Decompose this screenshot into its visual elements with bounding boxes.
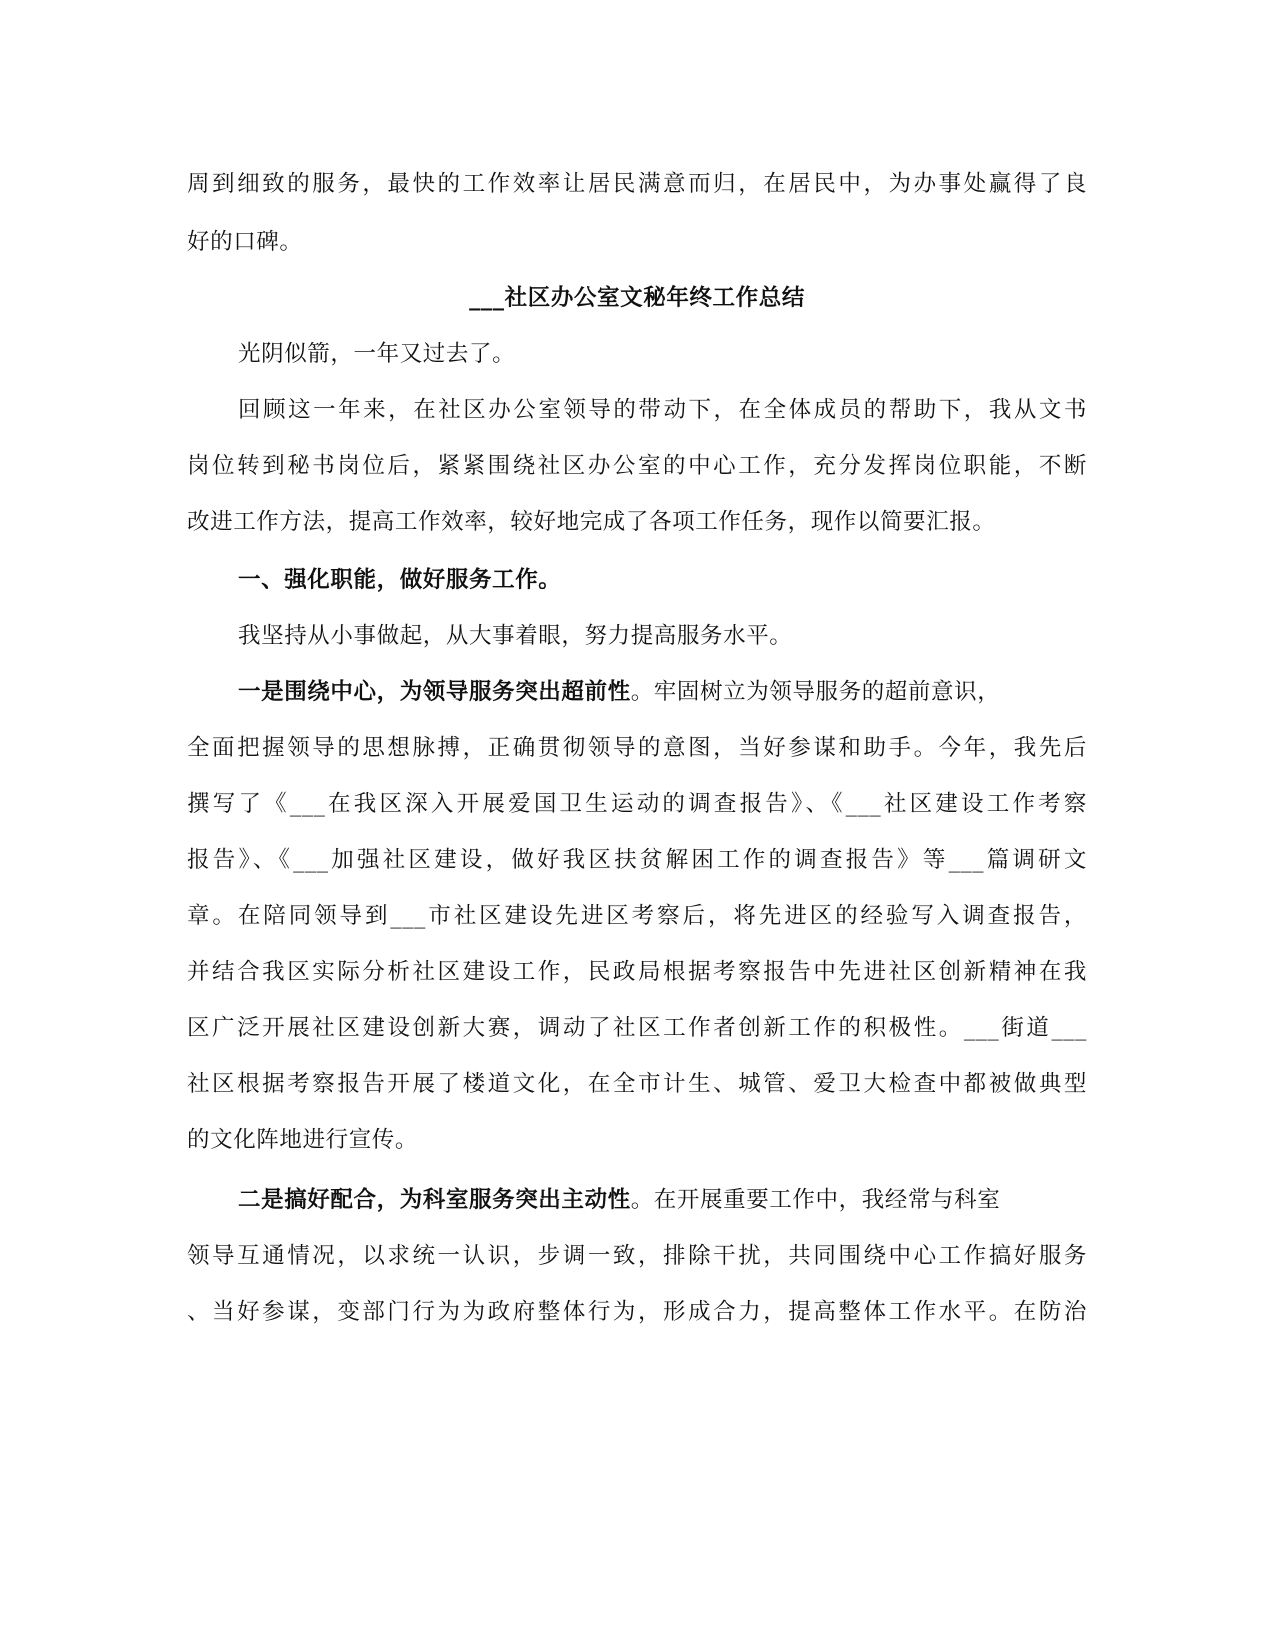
paragraph-line: 、当好参谋，变部门行为为政府整体行为，形成合力，提高整体工作水平。在防治 — [187, 1299, 1087, 1325]
paragraph-line: 领导互通情况，以求统一认识，步调一致，排除干扰，共同围绕中心工作搞好服务 — [187, 1243, 1087, 1269]
section-heading: 一、强化职能，做好服务工作。 — [238, 567, 562, 593]
point-text: 。在开展重要工作中，我经常与科室 — [630, 1187, 1001, 1213]
paragraph-line: 全面把握领导的思想脉搏，正确贯彻领导的意图，当好参谋和助手。今年，我先后 — [187, 735, 1087, 761]
paragraph-line: 好的口碑。 — [187, 229, 303, 255]
paragraph-line: 我坚持从小事做起，从大事着眼，努力提高服务水平。 — [238, 623, 793, 649]
paragraph-line — [238, 672, 1087, 712]
paragraph-line: 岗位转到秘书岗位后，紧紧围绕社区办公室的中心工作，充分发挥岗位职能，不断 — [187, 453, 1087, 479]
paragraph-line: 回顾这一年来，在社区办公室领导的带动下，在全体成员的帮助下，我从文书 — [238, 397, 1087, 423]
paragraph-line: 区广泛开展社区建设创新大赛，调动了社区工作者创新工作的积极性。___街道___ — [187, 1015, 1087, 1041]
paragraph-line: 周到细致的服务，最快的工作效率让居民满意而归，在居民中，为办事处赢得了良 — [187, 171, 1087, 197]
paragraph-line: 章。在陪同领导到___市社区建设先进区考察后，将先进区的经验写入调查报告， — [187, 903, 1087, 929]
point-text: 。牢固树立为领导服务的超前意识， — [630, 679, 1001, 705]
paragraph-line: 报告》、《___加强社区建设，做好我区扶贫解困工作的调查报告》等___篇调研文 — [187, 847, 1087, 873]
point-lead: 二是搞好配合，为科室服务突出主动性 — [238, 1187, 631, 1213]
paragraph-line: 社区根据考察报告开展了楼道文化，在全市计生、城管、爱卫大检查中都被做典型 — [187, 1071, 1087, 1097]
paragraph-line: 光阴似箭，一年又过去了。 — [238, 341, 516, 367]
paragraph-line: 撰写了《___在我区深入开展爱国卫生运动的调查报告》、《___社区建设工作考察 — [187, 791, 1087, 817]
document-title: ___社区办公室文秘年终工作总结 — [469, 285, 805, 311]
paragraph-line — [238, 1180, 1087, 1220]
paragraph-line: 改进工作方法，提高工作效率，较好地完成了各项工作任务，现作以简要汇报。 — [187, 509, 996, 535]
paragraph-line: 的文化阵地进行宣传。 — [187, 1127, 419, 1153]
point-lead: 一是围绕中心，为领导服务突出超前性 — [238, 679, 631, 705]
paragraph-line: 并结合我区实际分析社区建设工作，民政局根据考察报告中先进社区创新精神在我 — [187, 959, 1087, 985]
